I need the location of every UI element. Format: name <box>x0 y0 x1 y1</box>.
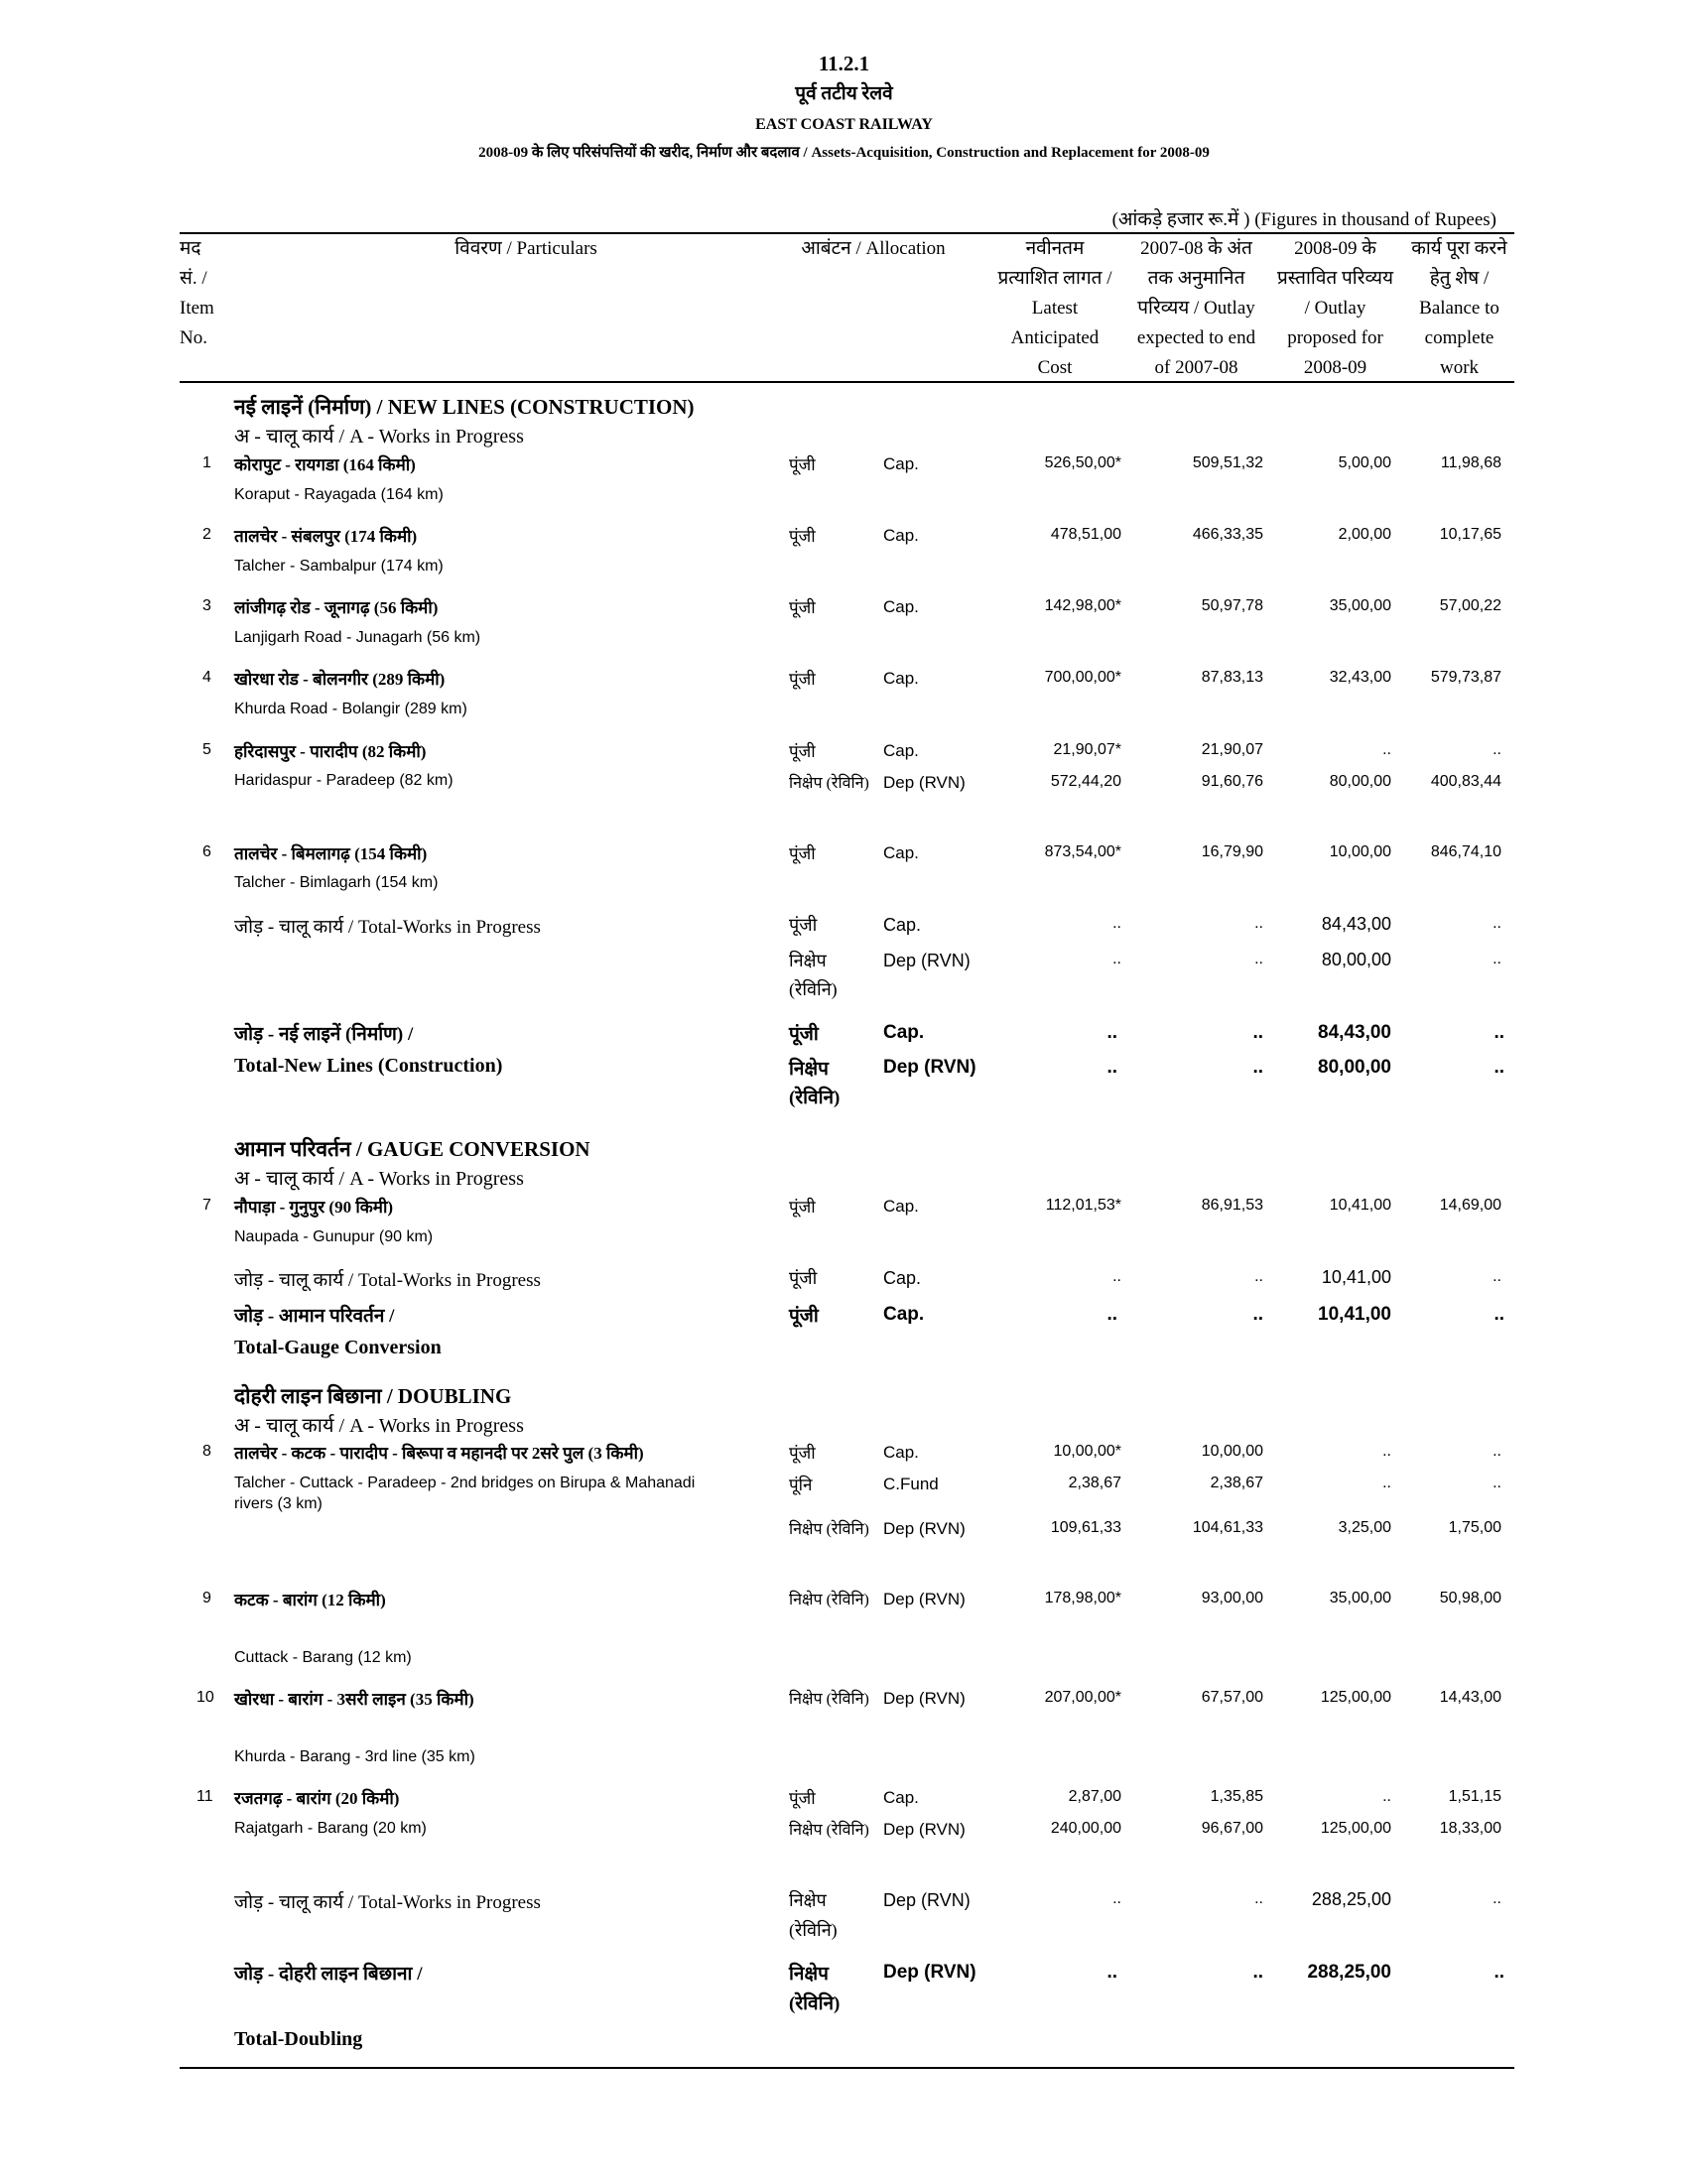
total-label: जोड़ - आमान परिवर्तन / <box>234 1306 395 1327</box>
latest-cost-value: .. <box>1112 951 1121 967</box>
allocation-hindi: पूंनि <box>789 1476 813 1494</box>
item-title-hindi: खोरधा - बारांग - 3सरी लाइन (35 किमी) <box>234 1690 474 1709</box>
balance-value: .. <box>1493 1057 1504 1078</box>
column-header-particulars: विवरण / Particulars <box>454 238 597 259</box>
allocation-hindi: पूंजी <box>789 1268 818 1288</box>
item-number: 4 <box>202 669 211 686</box>
outlay-proposed-value: 35,00,00 <box>1329 1590 1391 1606</box>
item-title-english: Rajatgarh - Barang (20 km) <box>234 1820 427 1837</box>
latest-cost-value: 21,90,07* <box>1053 741 1121 758</box>
allocation-english: Cap. <box>883 843 919 862</box>
item-number: 11 <box>196 1788 213 1805</box>
latest-cost-value: 178,98,00* <box>1044 1590 1121 1606</box>
outlay-proposed-value: 288,25,00 <box>1311 1889 1391 1909</box>
balance-value: 579,73,87 <box>1430 669 1501 686</box>
allocation-english: Cap. <box>883 741 919 760</box>
balance-value: .. <box>1493 1022 1504 1043</box>
outlay-proposed-value: 125,00,00 <box>1320 1820 1391 1837</box>
allocation-hindi: निक्षेप (रेविनि) <box>789 775 869 792</box>
outlay-proposed-value: 288,25,00 <box>1307 1962 1391 1983</box>
balance-value: 18,33,00 <box>1439 1820 1501 1837</box>
allocation-english: Cap. <box>883 1443 919 1462</box>
outlay-proposed-value: .. <box>1382 741 1391 758</box>
allocation-hindi: पूंजी <box>789 670 816 689</box>
item-title-hindi: हरिदासपुर - पारादीप (82 किमी) <box>234 742 427 761</box>
item-title-english: Koraput - Rayagada (164 km) <box>234 486 444 503</box>
item-number: 6 <box>202 843 211 860</box>
latest-cost-value: .. <box>1106 1022 1117 1043</box>
item-title-english: Talcher - Bimlagarh (154 km) <box>234 874 439 891</box>
latest-cost-value: 572,44,20 <box>1050 773 1121 790</box>
allocation-english: Cap. <box>883 1022 925 1043</box>
column-header-outlay-expected: 2007-08 के अंत तक अनुमानित परिव्यय / Outlay expected to end of 2007-08 <box>1136 238 1256 378</box>
allocation-hindi: पूंजी <box>789 915 818 935</box>
column-header-allocation: आबंटन / Allocation <box>801 238 946 259</box>
latest-cost-value: 240,00,00 <box>1050 1820 1121 1837</box>
balance-value: 10,17,65 <box>1439 526 1501 543</box>
total-label: जोड़ - चालू कार्य / Total-Works in Progress <box>234 1270 541 1291</box>
section-subheading: अ - चालू कार्य / A - Works in Progress <box>234 1168 524 1190</box>
latest-cost-value: .. <box>1106 1057 1117 1078</box>
outlay-expected-value: .. <box>1254 951 1263 967</box>
latest-cost-value: 873,54,00* <box>1044 843 1121 860</box>
section-heading-doubling: दोहरी लाइन बिछाना / DOUBLING <box>234 1384 512 1408</box>
allocation-hindi: निक्षेप <box>789 1059 829 1080</box>
balance-value: .. <box>1493 1443 1501 1460</box>
balance-value: .. <box>1493 1475 1501 1491</box>
item-title-english: Cuttack - Barang (12 km) <box>234 1649 412 1666</box>
balance-value: 400,83,44 <box>1430 773 1501 790</box>
outlay-expected-value: 10,00,00 <box>1201 1443 1263 1460</box>
latest-cost-value: .. <box>1112 915 1121 932</box>
item-title-english: Haridaspur - Paradeep (82 km) <box>234 772 454 789</box>
allocation-english: Dep (RVN) <box>883 773 966 792</box>
item-number: 2 <box>202 526 211 543</box>
allocation-hindi: पूंजी <box>789 844 816 863</box>
outlay-proposed-value: 2,00,00 <box>1338 526 1391 543</box>
outlay-expected-value: .. <box>1252 1022 1263 1043</box>
column-header-outlay-proposed: 2008-09 के प्रस्तावित परिव्यय / Outlay proposed for 2008-09 <box>1276 238 1394 378</box>
item-number: 1 <box>202 454 211 471</box>
outlay-proposed-value: 80,00,00 <box>1321 950 1391 969</box>
outlay-proposed-value: 10,41,00 <box>1329 1197 1391 1214</box>
column-header-balance: कार्य पूरा करने हेतु शेष / Balance to complete work <box>1411 238 1507 378</box>
item-title-english: Khurda Road - Bolangir (289 km) <box>234 701 467 717</box>
total-label: जोड़ - चालू कार्य / Total-Works in Progress <box>234 917 541 938</box>
allocation-hindi-line2: (रेविनि) <box>789 1920 838 1940</box>
latest-cost-value: 2,38,67 <box>1068 1475 1121 1491</box>
allocation-hindi: पूंजी <box>789 1444 816 1463</box>
allocation-english: Cap. <box>883 669 919 688</box>
outlay-proposed-value: 35,00,00 <box>1329 597 1391 614</box>
outlay-proposed-value: 3,25,00 <box>1338 1519 1391 1536</box>
column-header-latest-cost: नवीनतम प्रत्याशित लागत / Latest Anticipated Cost <box>997 238 1112 378</box>
item-title-hindi: कटक - बारांग (12 किमी) <box>234 1591 386 1609</box>
section-subheading: अ - चालू कार्य / A - Works in Progress <box>234 426 524 448</box>
outlay-expected-value: 2,38,67 <box>1210 1475 1263 1491</box>
latest-cost-value: 526,50,00* <box>1044 454 1121 471</box>
outlay-expected-value: 16,79,90 <box>1201 843 1263 860</box>
allocation-hindi: पूंजी <box>789 1024 819 1045</box>
balance-value: 1,75,00 <box>1448 1519 1501 1536</box>
allocation-english: Dep (RVN) <box>883 951 971 970</box>
outlay-proposed-value: 10,41,00 <box>1321 1267 1391 1287</box>
item-number: 7 <box>202 1197 211 1214</box>
outlay-proposed-value: 84,43,00 <box>1318 1022 1391 1043</box>
allocation-english: Cap. <box>883 1268 922 1288</box>
allocation-hindi: पूंजी <box>789 742 816 761</box>
item-number: 3 <box>202 597 211 614</box>
allocation-english: Cap. <box>883 597 919 616</box>
allocation-hindi: निक्षेप (रेविनि) <box>789 1521 869 1538</box>
latest-cost-value: 700,00,00* <box>1044 669 1121 686</box>
balance-value: 11,98,68 <box>1440 454 1501 471</box>
balance-value: .. <box>1493 1890 1501 1907</box>
outlay-expected-value: 1,35,85 <box>1210 1788 1263 1805</box>
latest-cost-value: 10,00,00* <box>1053 1443 1121 1460</box>
table-code: 11.2.1 <box>818 52 870 75</box>
allocation-hindi: निक्षेप (रेविनि) <box>789 1691 869 1708</box>
item-title-hindi: नौपाड़ा - गुनुपुर (90 किमी) <box>234 1198 394 1217</box>
allocation-english: Cap. <box>883 1304 925 1325</box>
allocation-hindi: निक्षेप <box>789 1890 827 1910</box>
allocation-english: Cap. <box>883 526 919 545</box>
outlay-proposed-value: 10,00,00 <box>1329 843 1391 860</box>
column-header-item-no: मद सं. / Item No. <box>180 238 214 348</box>
allocation-english: Dep (RVN) <box>883 1890 971 1910</box>
balance-value: 846,74,10 <box>1430 843 1501 860</box>
allocation-hindi-line2: (रेविनि) <box>789 979 838 999</box>
allocation-english: Cap. <box>883 454 919 473</box>
outlay-proposed-value: 84,43,00 <box>1321 914 1391 934</box>
item-title-english: Khurda - Barang - 3rd line (35 km) <box>234 1748 475 1765</box>
balance-value: 50,98,00 <box>1439 1590 1501 1606</box>
allocation-english: Dep (RVN) <box>883 1519 966 1538</box>
section-heading-gauge-conversion: आमान परिवर्तन / GAUGE CONVERSION <box>234 1137 590 1161</box>
allocation-hindi-line2: (रेविनि) <box>789 1088 841 1108</box>
outlay-expected-value: 50,97,78 <box>1201 597 1263 614</box>
allocation-hindi: पूंजी <box>789 598 816 617</box>
outlay-proposed-value: 80,00,00 <box>1329 773 1391 790</box>
balance-value: .. <box>1493 1962 1504 1983</box>
outlay-expected-value: .. <box>1254 1268 1263 1285</box>
outlay-proposed-value: 32,43,00 <box>1329 669 1391 686</box>
allocation-english: Cap. <box>883 915 922 935</box>
outlay-proposed-value: .. <box>1382 1475 1391 1491</box>
allocation-hindi: पूंजी <box>789 1789 816 1808</box>
allocation-hindi: निक्षेप <box>789 951 827 970</box>
railway-title-english: EAST COAST RAILWAY <box>755 116 933 133</box>
outlay-expected-value: 87,83,13 <box>1201 669 1263 686</box>
total-label-english: Total-Doubling <box>234 2028 363 2050</box>
latest-cost-value: .. <box>1106 1304 1117 1325</box>
latest-cost-value: 478,51,00 <box>1050 526 1121 543</box>
item-title-english: Talcher - Sambalpur (174 km) <box>234 558 444 575</box>
item-title-hindi: तालचेर - बिमलागढ़ (154 किमी) <box>234 844 428 863</box>
outlay-expected-value: .. <box>1254 915 1263 932</box>
latest-cost-value: 207,00,00* <box>1044 1689 1121 1706</box>
latest-cost-value: .. <box>1106 1962 1117 1983</box>
page-subtitle: 2008-09 के लिए परिसंपत्तियों की खरीद, निर्माण और बदलाव / Assets-Acquisition, Construction and Replacement for 2008-09 <box>478 145 1210 161</box>
section-heading-new-lines: नई लाइनें (निर्माण) / NEW LINES (CONSTRUCTION) <box>234 395 695 419</box>
item-title-english: Lanjigarh Road - Junagarh (56 km) <box>234 629 481 646</box>
railway-title-hindi: पूर्व तटीय रेलवे <box>795 83 893 104</box>
total-label-english: Total-Gauge Conversion <box>234 1337 442 1358</box>
total-label: जोड़ - चालू कार्य / Total-Works in Progress <box>234 1892 541 1913</box>
latest-cost-value: 112,01,53* <box>1045 1197 1121 1214</box>
item-title-hindi: कोरापुट - रायगडा (164 किमी) <box>234 455 416 474</box>
latest-cost-value: 109,61,33 <box>1050 1519 1121 1536</box>
outlay-expected-value: 466,33,35 <box>1192 526 1263 543</box>
item-number: 5 <box>202 741 211 758</box>
item-number: 9 <box>202 1590 211 1606</box>
outlay-expected-value: 509,51,32 <box>1192 454 1263 471</box>
item-title-english: Naupada - Gunupur (90 km) <box>234 1228 434 1245</box>
allocation-hindi: निक्षेप (रेविनि) <box>789 1592 869 1608</box>
item-title-english-line2: rivers (3 km) <box>234 1495 323 1512</box>
latest-cost-value: .. <box>1112 1268 1121 1285</box>
latest-cost-value: 142,98,00* <box>1044 597 1121 614</box>
outlay-proposed-value: 5,00,00 <box>1338 454 1391 471</box>
table-bottom-rule <box>180 2067 1514 2069</box>
allocation-hindi: पूंजी <box>789 527 816 546</box>
allocation-english: Dep (RVN) <box>883 1820 966 1839</box>
allocation-english: Dep (RVN) <box>883 1590 966 1608</box>
allocation-english: Cap. <box>883 1197 919 1216</box>
total-label: जोड़ - नई लाइनें (निर्माण) / <box>234 1024 414 1045</box>
outlay-expected-value: 96,67,00 <box>1201 1820 1263 1837</box>
figures-note: (आंकड़े हजार रू.में ) (Figures in thousand of Rupees) <box>1111 209 1496 230</box>
latest-cost-value: .. <box>1112 1890 1121 1907</box>
balance-value: 14,69,00 <box>1439 1197 1501 1214</box>
allocation-hindi: निक्षेप <box>789 1964 829 1985</box>
balance-value: .. <box>1493 951 1501 967</box>
outlay-expected-value: .. <box>1254 1890 1263 1907</box>
balance-value: 14,43,00 <box>1439 1689 1501 1706</box>
allocation-english: Dep (RVN) <box>883 1057 976 1078</box>
section-subheading: अ - चालू कार्य / A - Works in Progress <box>234 1415 524 1437</box>
allocation-english: Dep (RVN) <box>883 1689 966 1708</box>
outlay-expected-value: 93,00,00 <box>1201 1590 1263 1606</box>
outlay-proposed-value: .. <box>1382 1443 1391 1460</box>
item-title-hindi: तालचेर - संबलपुर (174 किमी) <box>234 527 418 546</box>
outlay-expected-value: 67,57,00 <box>1201 1689 1263 1706</box>
allocation-hindi: पूंजी <box>789 1306 819 1327</box>
allocation-hindi-line2: (रेविनि) <box>789 1993 841 2014</box>
balance-value: .. <box>1493 741 1501 758</box>
latest-cost-value: 2,87,00 <box>1068 1788 1121 1805</box>
allocation-english: Cap. <box>883 1788 919 1807</box>
outlay-expected-value: 104,61,33 <box>1192 1519 1263 1536</box>
outlay-proposed-value: 80,00,00 <box>1318 1057 1391 1078</box>
balance-value: .. <box>1493 915 1501 932</box>
item-title-hindi: लांजीगढ़ रोड - जूनागढ़ (56 किमी) <box>234 598 439 617</box>
outlay-expected-value: 86,91,53 <box>1201 1197 1263 1214</box>
item-title-english: Talcher - Cuttack - Paradeep - 2nd bridges on Birupa & Mahanadi <box>234 1475 696 1491</box>
outlay-expected-value: 91,60,76 <box>1201 773 1263 790</box>
outlay-proposed-value: 10,41,00 <box>1318 1304 1391 1325</box>
allocation-hindi: पूंजी <box>789 455 816 474</box>
allocation-english: C.Fund <box>883 1475 939 1493</box>
item-title-hindi: तालचेर - कटक - पारादीप - बिरूपा व महानदी पर 2सरे पुल (3 किमी) <box>234 1444 644 1463</box>
item-title-hindi: खोरधा रोड - बोलनगीर (289 किमी) <box>234 670 446 689</box>
allocation-hindi: निक्षेप (रेविनि) <box>789 1822 869 1839</box>
balance-value: .. <box>1493 1268 1501 1285</box>
item-number: 8 <box>202 1443 211 1460</box>
item-number: 10 <box>196 1689 214 1706</box>
outlay-expected-value: .. <box>1252 1962 1263 1983</box>
outlay-proposed-value: 125,00,00 <box>1320 1689 1391 1706</box>
total-label-english: Total-New Lines (Construction) <box>234 1055 503 1077</box>
outlay-expected-value: 21,90,07 <box>1201 741 1263 758</box>
outlay-proposed-value: .. <box>1382 1788 1391 1805</box>
allocation-hindi: पूंजी <box>789 1198 816 1217</box>
item-title-hindi: रजतगढ़ - बारांग (20 किमी) <box>234 1789 400 1808</box>
balance-value: 1,51,15 <box>1448 1788 1501 1805</box>
total-label: जोड़ - दोहरी लाइन बिछाना / <box>234 1964 423 1985</box>
header-bottom-rule <box>180 381 1514 383</box>
outlay-expected-value: .. <box>1252 1057 1263 1078</box>
outlay-expected-value: .. <box>1252 1304 1263 1325</box>
balance-value: 57,00,22 <box>1439 597 1501 614</box>
balance-value: .. <box>1493 1304 1504 1325</box>
allocation-english: Dep (RVN) <box>883 1962 976 1983</box>
